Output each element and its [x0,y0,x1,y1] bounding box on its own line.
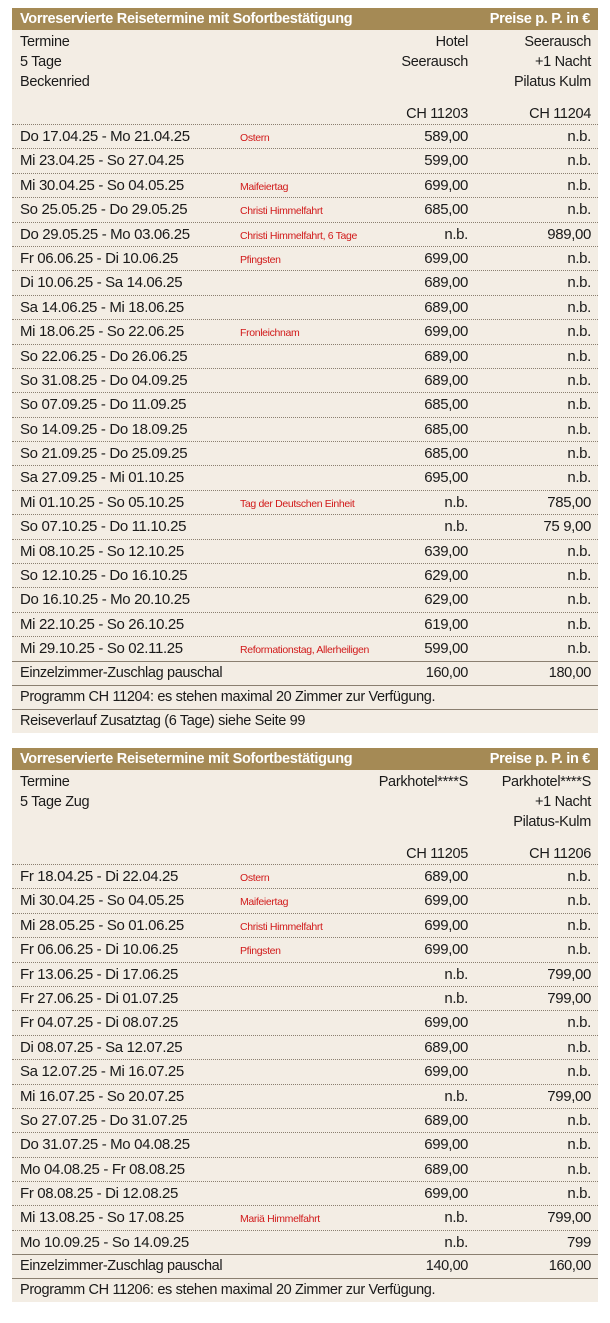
holiday-note: Tag der Deutschen Einheit [240,497,355,510]
travel-dates: Mi 08.10.25 - So 12.10.25 [20,542,184,560]
travel-dates: Mi 30.04.25 - So 04.05.25 [20,176,184,194]
heading-line: Seerausch [524,34,591,50]
holiday-note: Christi Himmelfahrt [240,205,323,218]
table-row [12,1157,598,1181]
travel-dates: Di 08.07.25 - Sa 12.07.25 [20,1038,183,1056]
table-row [12,937,598,961]
travel-dates: So 14.09.25 - Do 18.09.25 [20,420,188,438]
table-row [12,986,598,1010]
price-col-2: n.b. [567,274,591,292]
price-col-1: n.b. [444,225,468,243]
travel-dates: Mo 10.09.25 - So 14.09.25 [20,1233,189,1251]
price-col-1: 685,00 [424,396,468,414]
table-row [12,1132,598,1156]
price-col-2: n.b. [567,1160,591,1178]
price-col-2: n.b. [567,323,591,341]
heading-line: Beckenried [20,74,90,90]
price-col-2: 799,00 [547,965,591,983]
travel-dates: Do 17.04.25 - Mo 21.04.25 [20,128,190,145]
travel-dates: Do 29.05.25 - Mo 03.06.25 [20,225,190,243]
price-col-2: n.b. [567,542,591,560]
price-note: Preise p. P. in € [489,11,590,27]
heading-line: 5 Tage [20,54,62,70]
table-row [12,246,598,270]
travel-dates: Mi 30.04.25 - So 04.05.25 [20,892,184,910]
table-row [12,319,598,343]
price-col-1: 599,00 [424,152,468,170]
table-row [12,148,598,172]
table-row [12,1059,598,1083]
table-row [12,490,598,514]
price-col-1: 685,00 [424,420,468,438]
price-col-2: 799,00 [547,1087,591,1105]
travel-dates: Mi 29.10.25 - So 02.11.25 [20,640,183,658]
price-col-2: 799 [567,1233,591,1251]
price-col-1: n.b. [444,1209,468,1227]
travel-dates: So 22.06.25 - Do 26.06.25 [20,347,188,365]
travel-dates: Mi 01.10.25 - So 05.10.25 [20,493,184,511]
price-col-1: 599,00 [424,640,468,658]
travel-dates: Mi 23.04.25 - So 27.04.25 [20,152,184,170]
price-col-1: 699,00 [424,249,468,267]
heading-line: Termine [20,34,70,50]
price-col-1: n.b. [444,493,468,511]
termine-heading [20,32,90,92]
price-table-2 [12,748,598,1302]
price-col-2: 989,00 [547,225,591,243]
footnote: Programm CH 11206: es stehen maximal 20 Zimmer zur Verfügung. [12,1278,598,1302]
price-col-2: n.b. [567,640,591,658]
footnote: Reiseverlauf Zusatztag (6 Tage) siehe Seite 99 [12,709,598,733]
date-rows [12,124,598,661]
supplement-price-2: 180,00 [548,664,591,681]
heading-line: Termine [20,774,70,790]
travel-dates: Fr 13.06.25 - Di 17.06.25 [20,965,179,983]
table-row [12,1205,598,1229]
table-row [12,636,598,660]
travel-dates: Mi 16.07.25 - So 20.07.25 [20,1087,184,1105]
table-header [12,748,598,770]
price-col-2: n.b. [567,1063,591,1081]
price-col-2: n.b. [567,941,591,959]
holiday-note: Reformationstag, Allerheiligen [240,644,369,657]
price-col-2: n.b. [567,249,591,267]
price-col-2: n.b. [567,445,591,463]
price-col-1: n.b. [444,1087,468,1105]
travel-dates: Mi 22.10.25 - So 26.10.25 [20,615,184,633]
price-col-1: n.b. [444,989,468,1007]
supplement-row [12,1254,598,1278]
date-rows [12,864,598,1254]
price-col-1: 689,00 [424,347,468,365]
travel-dates: So 07.09.25 - Do 11.09.25 [20,396,187,414]
price-col-1: n.b. [444,965,468,983]
supplement-row [12,661,598,685]
kulm-column-heading [514,32,591,92]
price-col-1: 689,00 [424,274,468,292]
price-col-2: n.b. [567,591,591,609]
price-col-1: 629,00 [424,591,468,609]
price-col-2: n.b. [567,892,591,910]
travel-dates: So 25.05.25 - Do 29.05.25 [20,201,188,219]
price-col-2: n.b. [567,469,591,487]
heading-line: Parkhotel****S [378,774,468,790]
price-col-1: 689,00 [424,868,468,885]
table-row [12,1181,598,1205]
travel-dates: Mi 13.08.25 - So 17.08.25 [20,1209,184,1227]
price-col-2: n.b. [567,152,591,170]
travel-dates: Mi 28.05.25 - So 01.06.25 [20,916,184,934]
supplement-price-1: 140,00 [425,1258,468,1275]
heading-line: +1 Nacht [534,54,591,70]
price-col-1: 699,00 [424,916,468,934]
price-col-1: 685,00 [424,201,468,219]
table-row [12,417,598,441]
parkhotel-column-heading [379,772,468,792]
table-title: Vorreservierte Reisetermine mit Sofortbestätigung [20,11,353,27]
price-col-1: n.b. [444,1233,468,1251]
price-col-1: 689,00 [424,1111,468,1129]
table-row [12,270,598,294]
program-code-2: CH 11206 [529,846,591,862]
price-col-1: 689,00 [424,298,468,316]
price-col-2: n.b. [567,298,591,316]
travel-dates: Fr 08.08.25 - Di 12.08.25 [20,1185,179,1203]
price-col-1: 685,00 [424,445,468,463]
supplement-price-2: 160,00 [548,1258,591,1275]
price-col-1: 695,00 [424,469,468,487]
travel-dates: Di 10.06.25 - Sa 14.06.25 [20,274,183,292]
price-col-1: 689,00 [424,1038,468,1056]
price-col-2: n.b. [567,1185,591,1203]
table-row [12,962,598,986]
price-col-1: 699,00 [424,1136,468,1154]
price-col-1: 629,00 [424,567,468,585]
table-header [12,8,598,30]
table-row [12,222,598,246]
price-col-1: 689,00 [424,371,468,389]
termine-heading [20,772,89,812]
table-row [12,612,598,636]
table-row [12,1084,598,1108]
supplement-price-1: 160,00 [425,664,468,681]
heading-line: 5 Tage Zug [20,794,90,810]
price-col-1: 699,00 [424,323,468,341]
table-row [12,1010,598,1034]
program-code-2: CH 11204 [529,106,591,122]
price-col-2: n.b. [567,201,591,219]
program-code-1: CH 11205 [406,846,468,862]
heading-line: +1 Nacht [534,794,591,810]
column-headings [12,30,598,124]
table-row [12,368,598,392]
supplement-label: Einzelzimmer-Zuschlag pauschal [20,664,223,681]
price-col-1: 699,00 [424,1185,468,1203]
price-col-2: n.b. [567,1038,591,1056]
travel-dates: Mi 18.06.25 - So 22.06.25 [20,323,184,341]
price-col-2: n.b. [567,1136,591,1154]
price-col-1: 699,00 [424,941,468,959]
travel-dates: Fr 18.04.25 - Di 22.04.25 [20,868,179,885]
table-row [12,539,598,563]
travel-dates: So 12.10.25 - Do 16.10.25 [20,567,188,585]
travel-dates: Sa 12.07.25 - Mi 16.07.25 [20,1063,184,1081]
travel-dates: So 27.07.25 - Do 31.07.25 [20,1111,188,1129]
price-col-2: 785,00 [547,493,591,511]
hotel-column-heading [401,32,468,72]
price-col-2: n.b. [567,371,591,389]
table-row [12,888,598,912]
table-row [12,465,598,489]
table-row [12,1108,598,1132]
price-col-2: n.b. [567,916,591,934]
price-col-1: 639,00 [424,542,468,560]
travel-dates: Mo 04.08.25 - Fr 08.08.25 [20,1160,185,1178]
heading-line: Parkhotel****S [501,774,591,790]
holiday-note: Fronleichnam [240,327,300,340]
travel-dates: Fr 06.06.25 - Di 10.06.25 [20,941,179,959]
table-row [12,1230,598,1254]
heading-line: Pilatus-Kulm [513,814,591,830]
footnote: Programm CH 11204: es stehen maximal 20 Zimmer zur Verfügung. [12,685,598,709]
travel-dates: Fr 27.06.25 - Di 01.07.25 [20,989,179,1007]
table-row [12,514,598,538]
travel-dates: Sa 14.06.25 - Mi 18.06.25 [20,298,184,316]
kulm-column-heading [502,772,591,832]
price-col-2: n.b. [567,1111,591,1129]
price-col-2: n.b. [567,1014,591,1032]
price-col-2: n.b. [567,420,591,438]
table-row [12,344,598,368]
travel-dates: Fr 06.06.25 - Di 10.06.25 [20,249,179,267]
heading-line: Hotel [435,34,468,50]
price-col-2: 799,00 [547,1209,591,1227]
travel-dates: Fr 04.07.25 - Di 08.07.25 [20,1014,179,1032]
table-row [12,1035,598,1059]
price-col-1: 699,00 [424,1014,468,1032]
price-col-1: 589,00 [424,128,468,145]
holiday-note: Christi Himmelfahrt, 6 Tage [240,229,357,242]
holiday-note: Pfingsten [240,945,281,958]
price-col-2: 75 9,00 [543,518,591,536]
holiday-note: Ostern [240,872,270,884]
supplement-label: Einzelzimmer-Zuschlag pauschal [20,1258,223,1275]
column-headings [12,770,598,864]
table-row [12,197,598,221]
price-col-2: n.b. [567,176,591,194]
travel-dates: Do 16.10.25 - Mo 20.10.25 [20,591,190,609]
travel-dates: Do 31.07.25 - Mo 04.08.25 [20,1136,190,1154]
table-row [12,295,598,319]
table-row [12,173,598,197]
table-row [12,587,598,611]
table-row [12,392,598,416]
table-row [12,441,598,465]
table-row [12,913,598,937]
price-col-2: n.b. [567,347,591,365]
travel-dates: Sa 27.09.25 - Mi 01.10.25 [20,469,184,487]
holiday-note: Maifeiertag [240,180,289,193]
price-col-1: 699,00 [424,1063,468,1081]
holiday-note: Ostern [240,132,270,144]
program-code-1: CH 11203 [406,106,468,122]
price-col-2: n.b. [567,567,591,585]
travel-dates: So 21.09.25 - Do 25.09.25 [20,445,188,463]
price-col-1: 699,00 [424,892,468,910]
price-col-1: 699,00 [424,176,468,194]
heading-line: Pilatus Kulm [514,74,591,90]
holiday-note: Maifeiertag [240,896,289,909]
holiday-note: Pfingsten [240,253,281,266]
travel-dates: So 07.10.25 - Do 11.10.25 [20,518,187,536]
table-row [12,864,598,888]
table-title: Vorreservierte Reisetermine mit Sofortbestätigung [20,751,353,767]
price-col-2: n.b. [567,615,591,633]
holiday-note: Mariä Himmelfahrt [240,1213,320,1226]
price-col-1: 689,00 [424,1160,468,1178]
price-col-1: 619,00 [424,615,468,633]
price-col-2: 799,00 [547,989,591,1007]
price-table-1 [12,8,598,733]
price-col-2: n.b. [567,396,591,414]
heading-line: Seerausch [401,54,468,70]
price-col-2: n.b. [567,128,591,145]
table-row [12,563,598,587]
table-row [12,124,598,148]
holiday-note: Christi Himmelfahrt [240,920,323,933]
price-col-2: n.b. [567,868,591,885]
price-col-1: n.b. [444,518,468,536]
travel-dates: So 31.08.25 - Do 04.09.25 [20,371,188,389]
price-note: Preise p. P. in € [489,751,590,767]
